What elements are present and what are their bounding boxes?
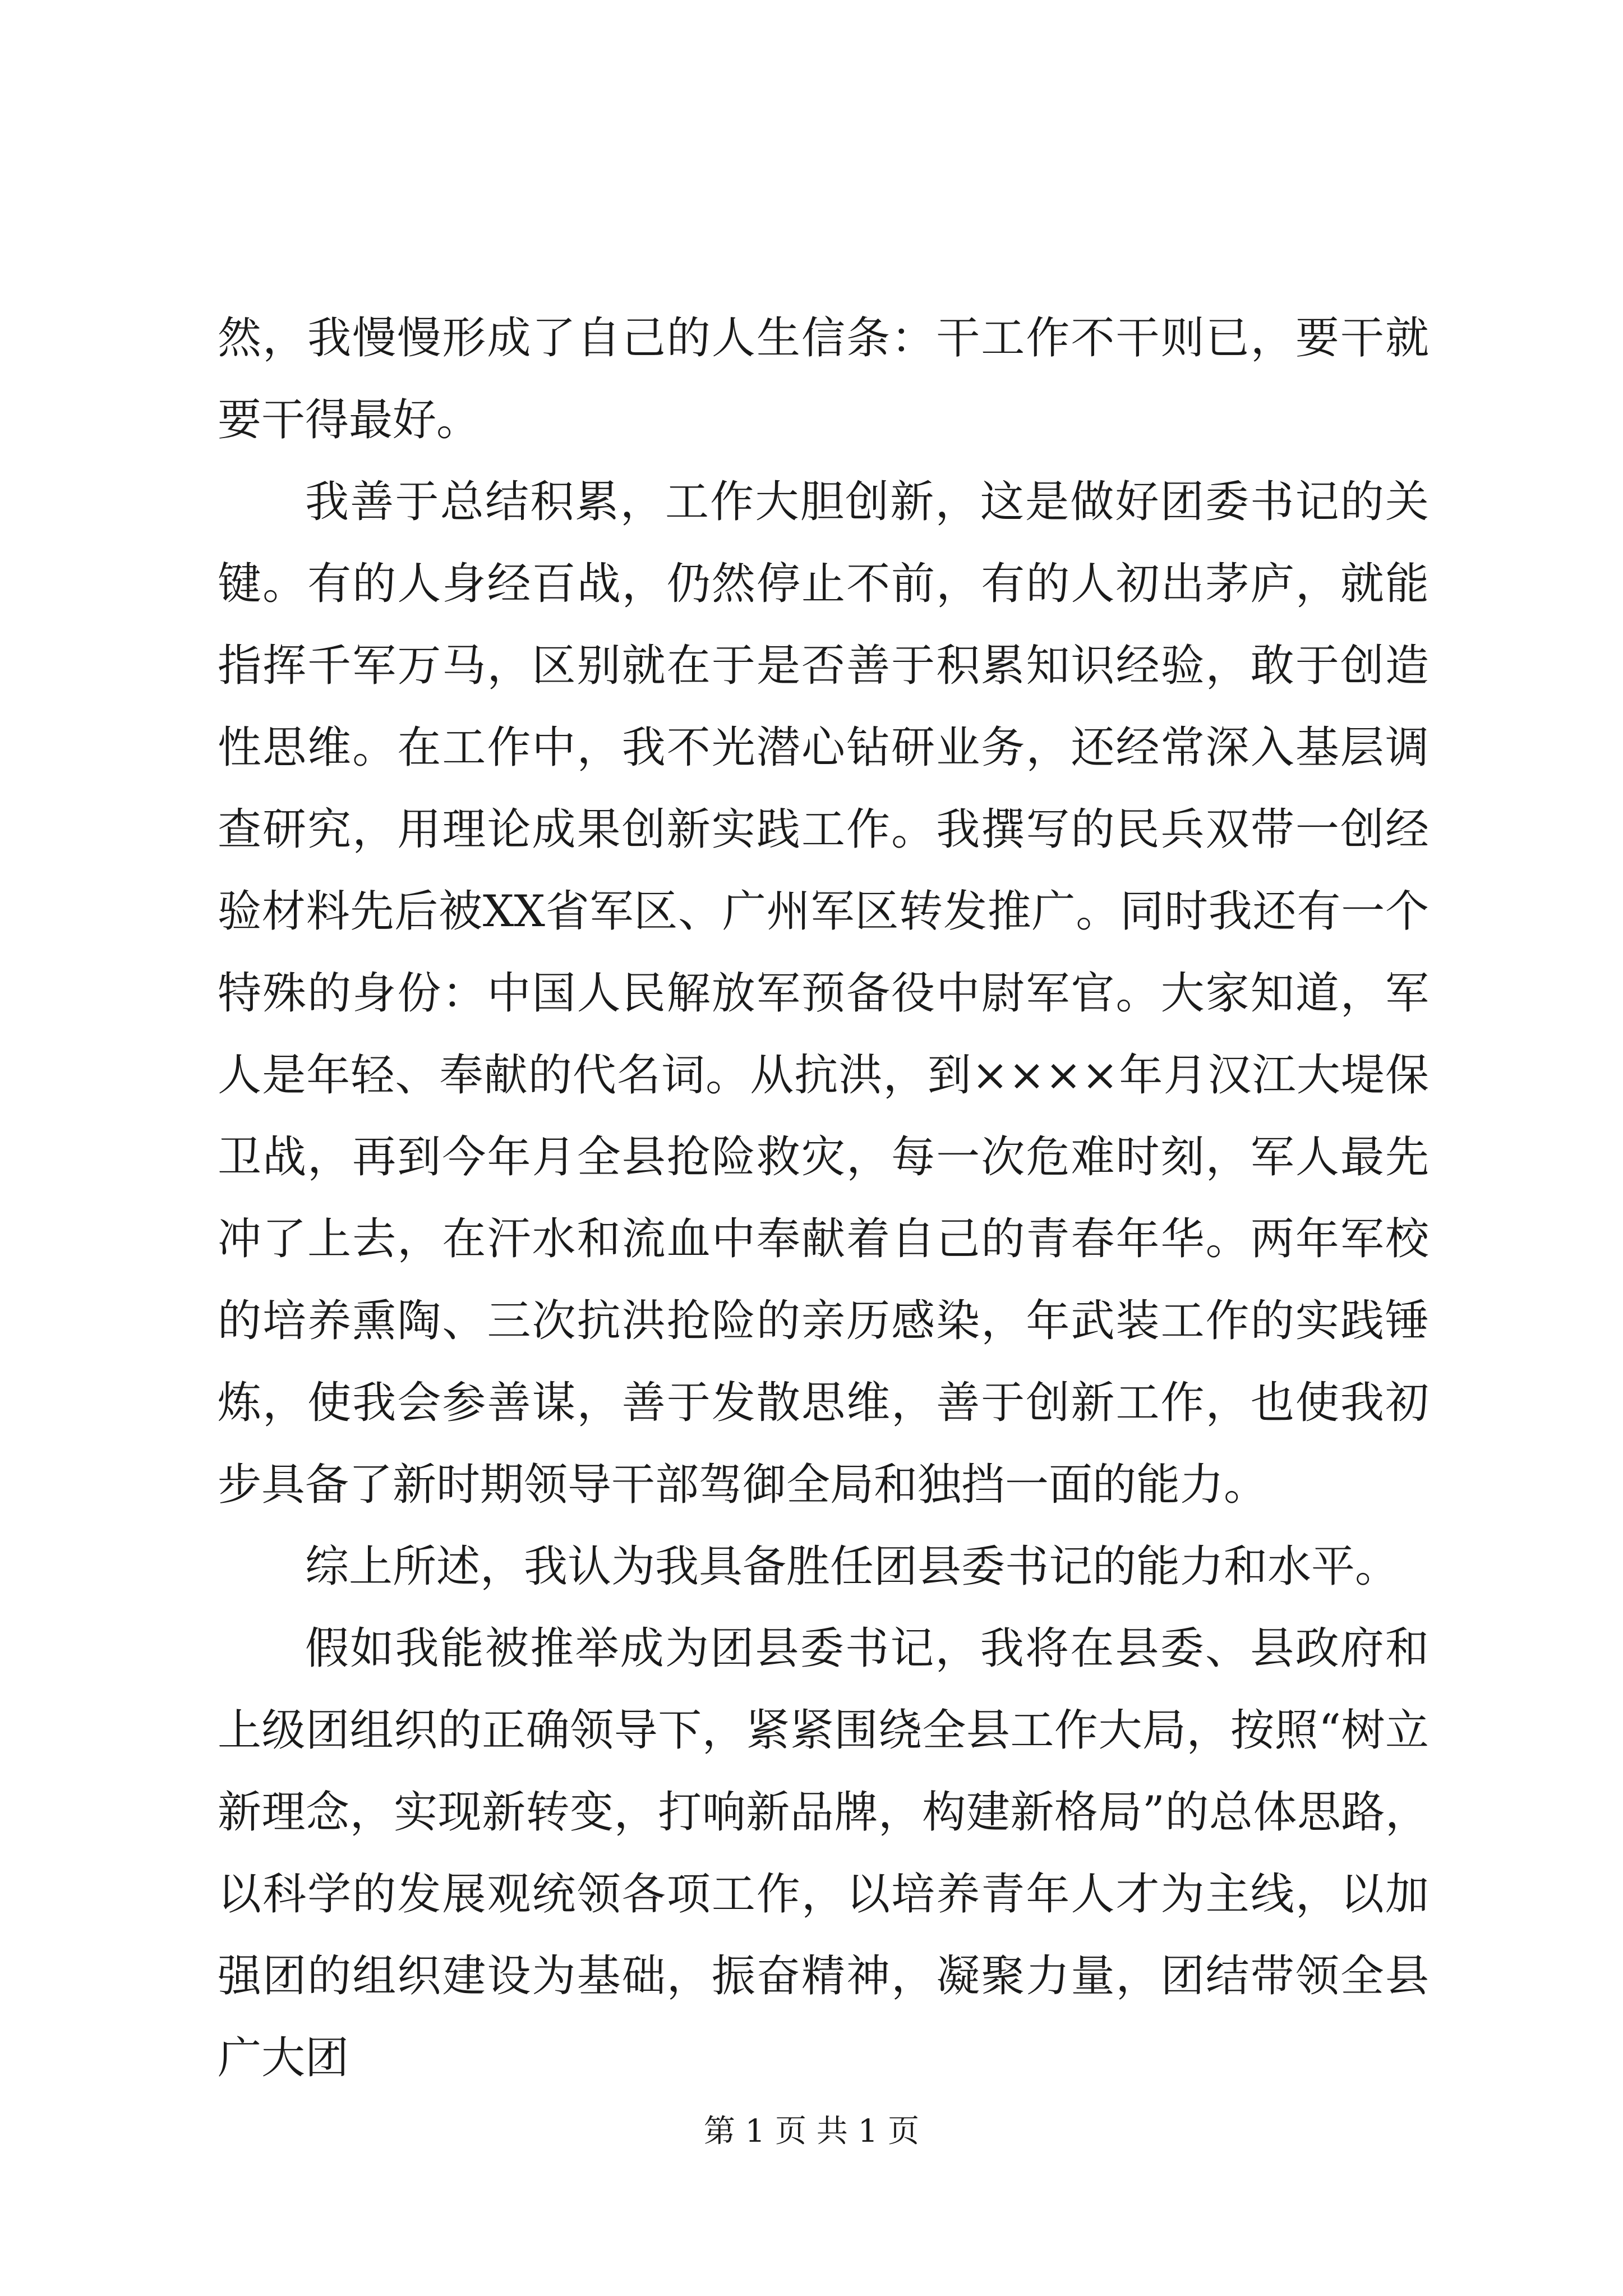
paragraph-plan: 假如我能被推举成为团县委书记，我将在县委、县政府和上级团组织的正确领导下，紧紧围绕全县工作大局，按照“树立新理念，实现新转变，打响新品牌，构建新格局”的总体思路，以科学的发展观统领各项工作，以培养青年人才为主线，以加强团的组织建设为基础，振奋精神，凝聚力量，团结带领全县广大团 — [218, 1623, 1429, 2083]
paragraph-innovation: 我善于总结积累，工作大胆创新，这是做好团委书记的关键。有的人身经百战，仍然停止不前，有的人初出茅庐，就能指挥千军万马，区别就在于是否善于积累知识经验，敢于创造性思维。在工作中，我不光潜心钻研业务，还经常深入基层调查研究，用理论成果创新实践工作。我撰写的民兵双带一创经验材料先后被XX省军区、广州军区转发推广。同时我还有一个特殊的身份：中国人民解放军预备役中尉军官。大家知道，军人是年轻、奉献的代名词。从抗洪，到××××年月汉江大堤保卫战，再到今年月全县抢险救灾，每一次危难时刻，军人最先冲了上去，在汗水和流血中奉献着自己的青春年华。两年军校的培养熏陶、三次抗洪抢险的亲历感染，年武装工作的实践锤炼，使我会参善谋，善于发散思维，善于创新工作，也使我初步具备了新时期领导干部驾御全局和独挡一面的能力。 — [218, 477, 1429, 1510]
page-footer: 第 1 页 共 1 页 — [703, 2113, 920, 2150]
paragraph-continuation: 然，我慢慢形成了自己的人生信条：干工作不干则已，要干就要干得最好。 — [218, 313, 1429, 445]
paragraph-summary: 综上所述，我认为我具备胜任团县委书记的能力和水平。 — [305, 1542, 1399, 1592]
document-body — [218, 297, 1429, 2099]
